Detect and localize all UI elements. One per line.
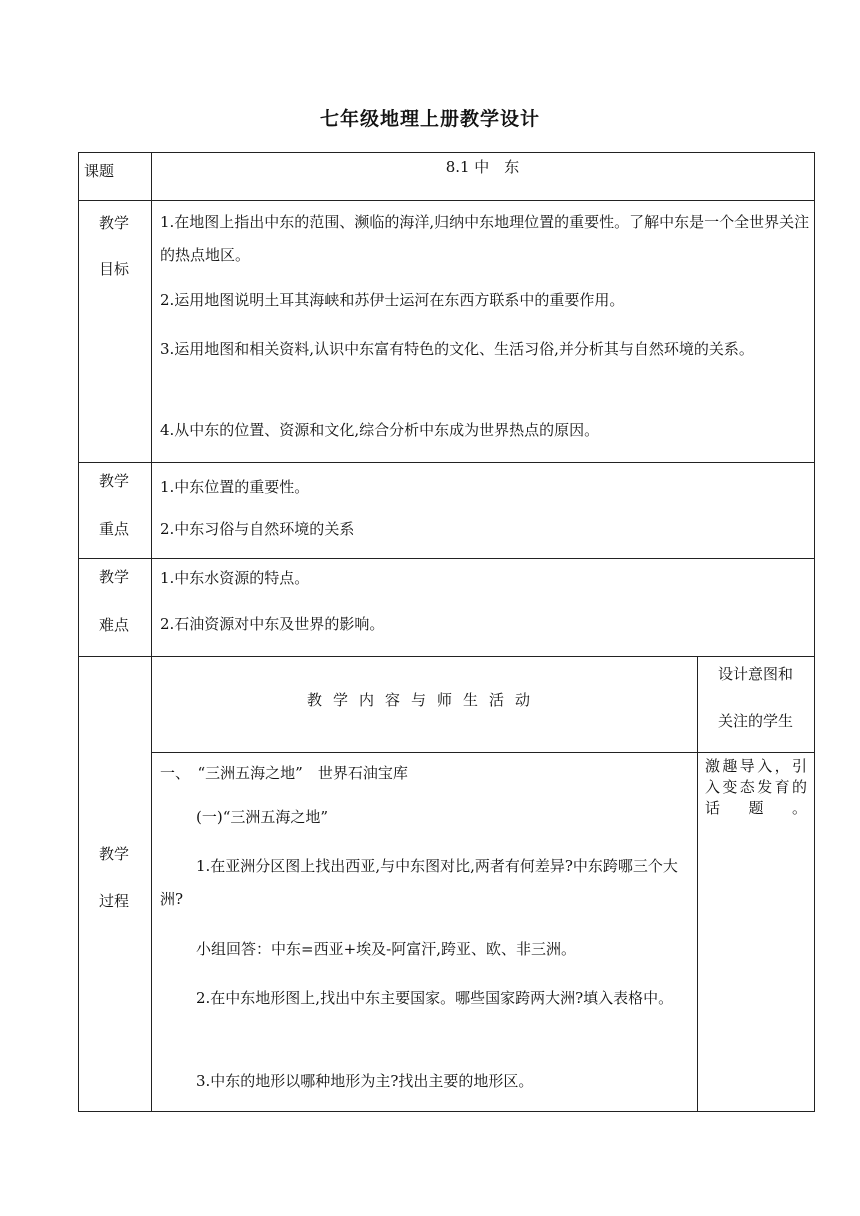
- table-border-top: [78, 152, 815, 153]
- row-divider: [151, 752, 815, 753]
- objective-item: 4.从中东的位置、资源和文化,综合分析中东成为世界热点的原因。: [160, 421, 600, 439]
- process-paragraph: 3.中东的地形以哪种地形为主?找出主要的地形区。: [196, 1072, 534, 1090]
- objective-item: 3.运用地图和相关资料,认识中东富有特色的文化、生活习俗,并分析其与自然环境的关系。: [160, 340, 754, 358]
- design-note: 激趣导入，引入变态发育的话题。: [705, 757, 807, 817]
- objective-item: 1.在地图上指出中东的范围、濒临的海洋,归纳中东地理位置的重要性。了解中东是一个全世界关注的热点地区。: [160, 213, 810, 264]
- design-header: 关注的学生: [717, 712, 793, 730]
- topic-value: 8.1 中 东: [445, 158, 520, 176]
- key-point-item: 2.中东习俗与自然环境的关系: [160, 520, 355, 538]
- content-header: 教学内容与师生活动: [306, 691, 541, 709]
- key-point-item: 1.中东位置的重要性。: [160, 478, 310, 496]
- row-divider: [78, 462, 815, 463]
- process-paragraph: 1.在亚洲分区图上找出西亚,与中东图对比,两者有何差异?中东跨哪三个大洲?: [160, 857, 678, 908]
- row-divider: [78, 200, 815, 201]
- process-label: 过程: [98, 892, 129, 910]
- process-label: 教学: [98, 845, 129, 863]
- difficulties-label: 教学: [98, 568, 129, 586]
- table-border-right: [814, 152, 815, 1112]
- page-title: 七年级地理上册教学设计: [319, 108, 540, 130]
- process-paragraph: 2.在中东地形图上,找出中东主要国家。哪些国家跨两大洲?填入表格中。: [196, 989, 674, 1007]
- objectives-label: 教学: [98, 214, 129, 232]
- row-divider: [78, 558, 815, 559]
- table-border-bottom: [78, 1111, 815, 1112]
- key-points-label: 教学: [98, 472, 129, 490]
- subsection-heading: (一)“三洲五海之地”: [196, 808, 329, 826]
- difficulties-label: 难点: [98, 616, 129, 634]
- difficulty-item: 2.石油资源对中东及世界的影响。: [160, 615, 385, 633]
- design-header: 设计意图和: [717, 665, 793, 683]
- row-divider: [78, 656, 815, 657]
- process-paragraph: 小组回答：中东=西亚+埃及-阿富汗,跨亚、欧、非三洲。: [196, 940, 576, 958]
- column-divider: [151, 152, 152, 1112]
- topic-label: 课题: [84, 162, 115, 180]
- objectives-label: 目标: [98, 260, 129, 278]
- objective-item: 2.运用地图说明土耳其海峡和苏伊士运河在东西方联系中的重要作用。: [160, 291, 625, 309]
- section-heading: 一、 “三洲五海之地” 世界石油宝库: [160, 764, 408, 782]
- difficulty-item: 1.中东水资源的特点。: [160, 569, 310, 587]
- key-points-label: 重点: [98, 520, 129, 538]
